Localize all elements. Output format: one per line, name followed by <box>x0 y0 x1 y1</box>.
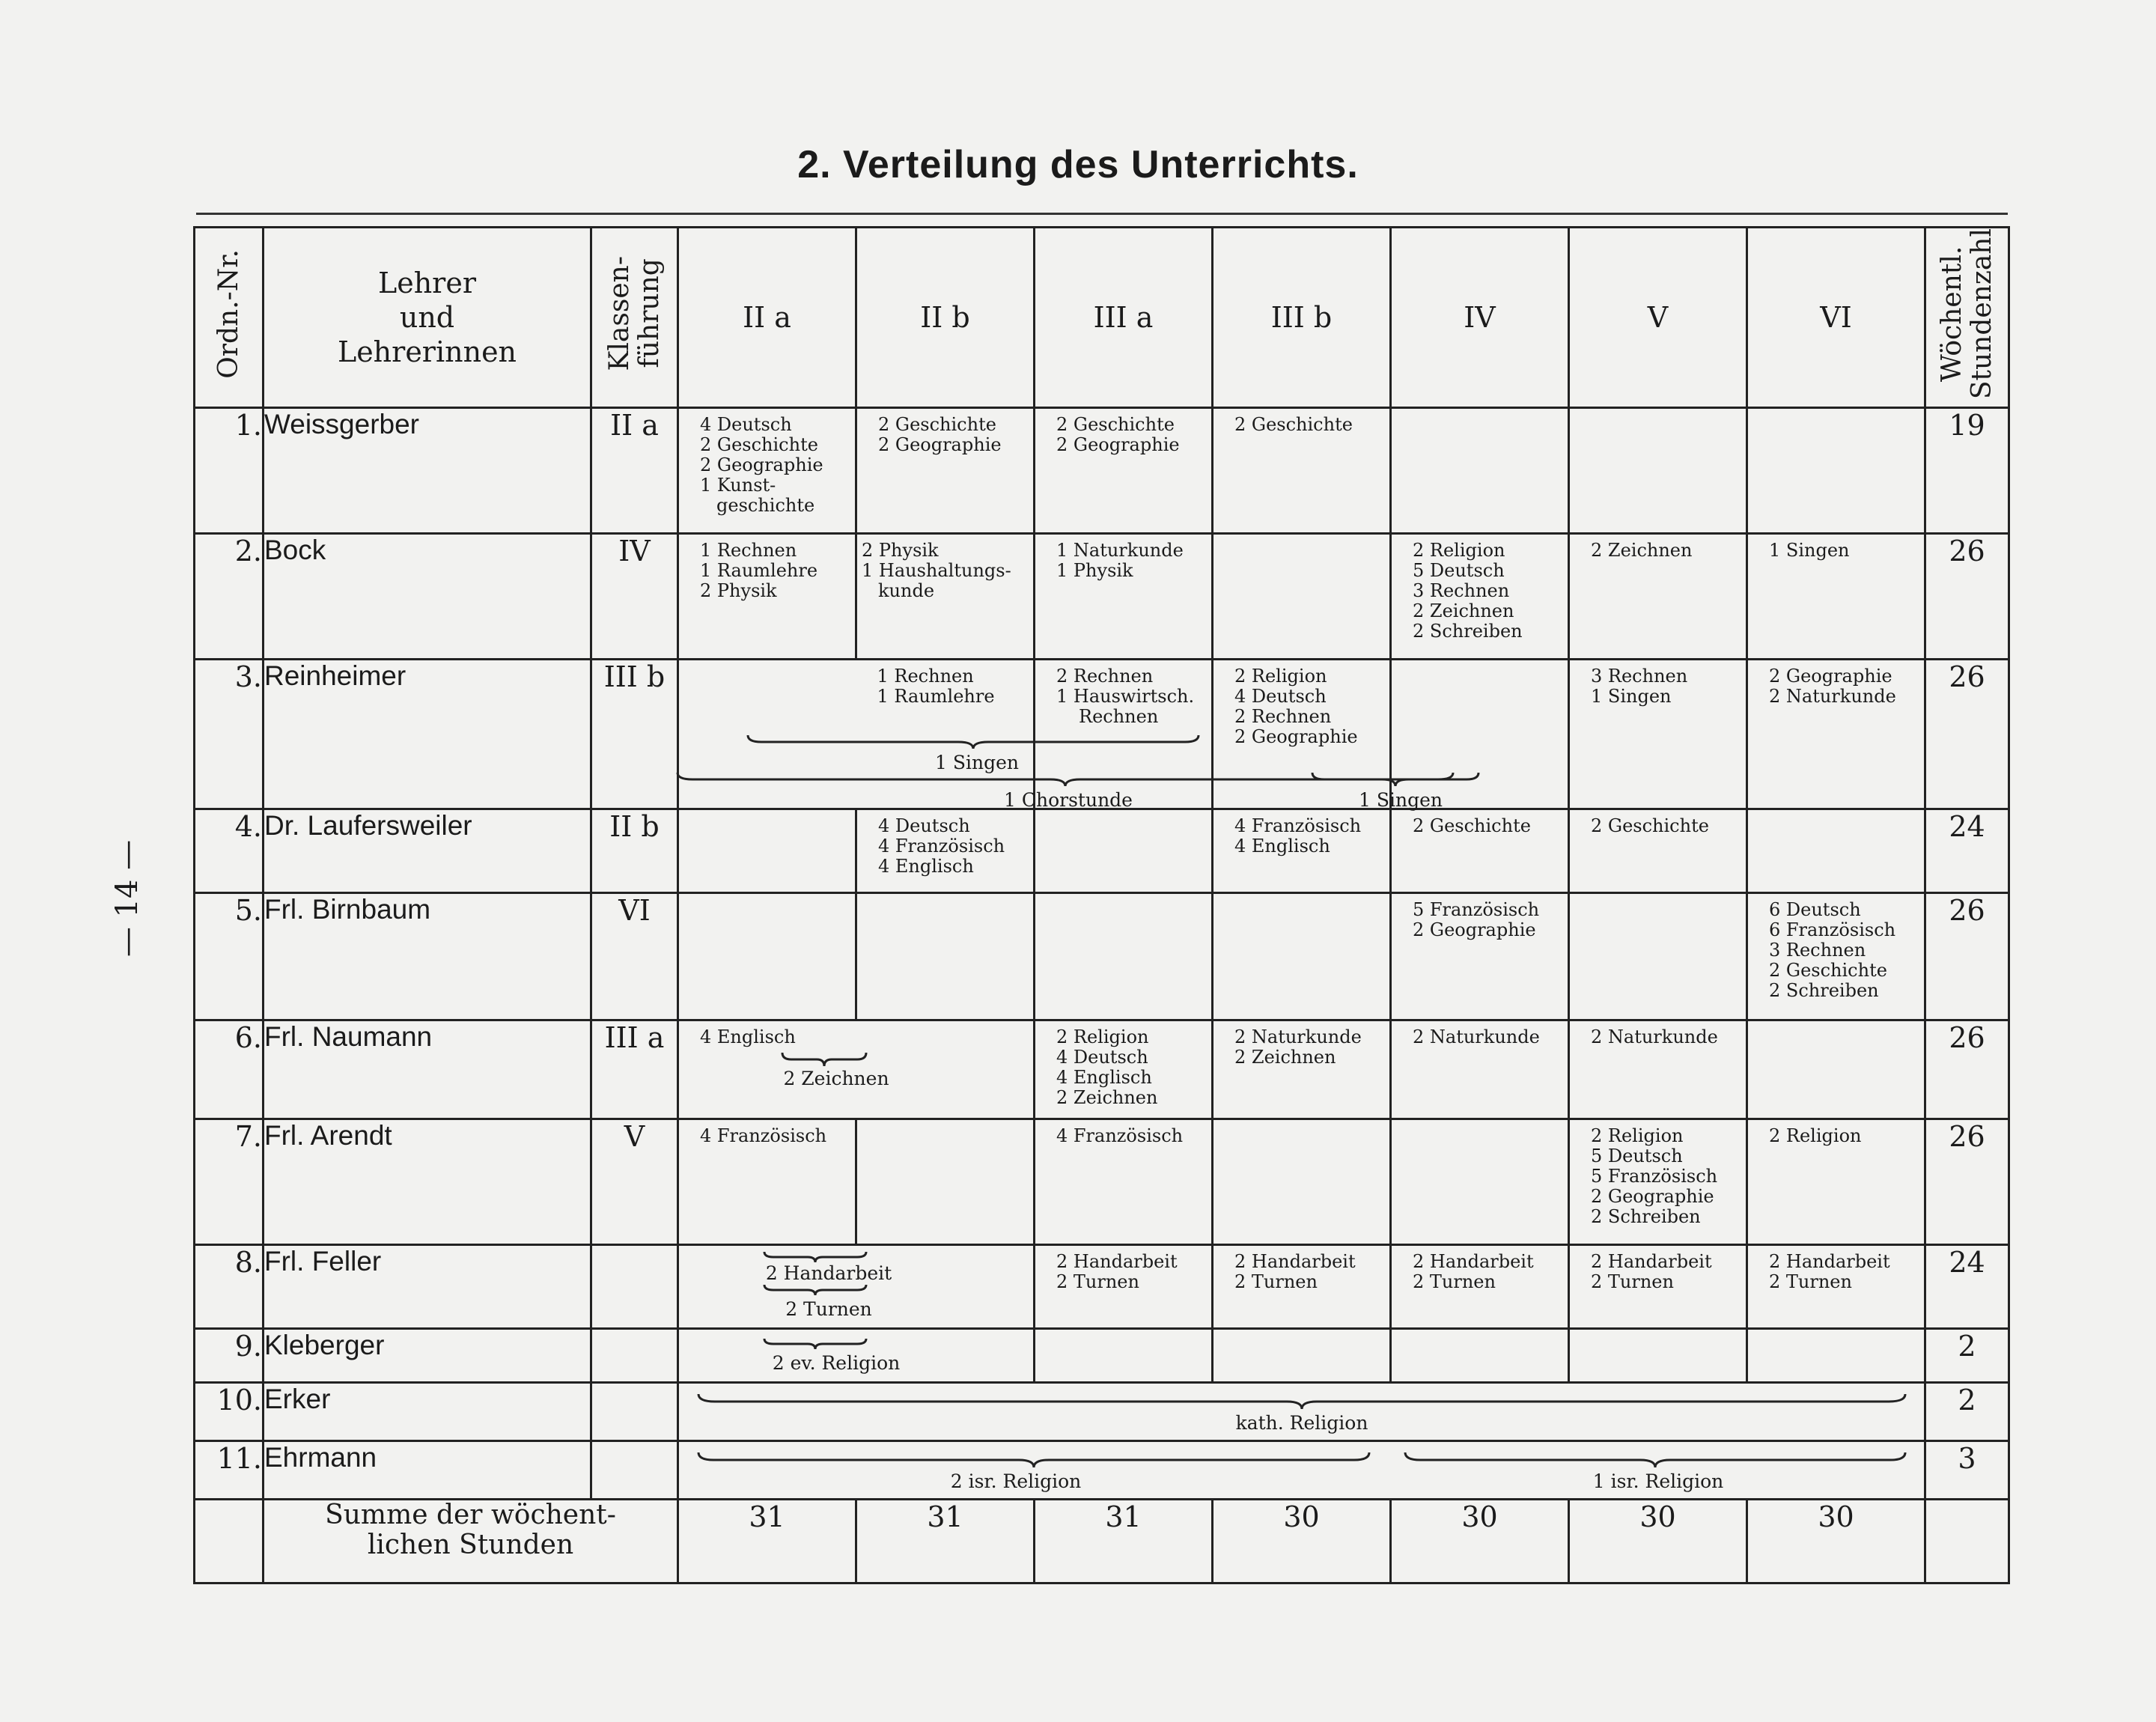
cell-IV: 2 Handarbeit 2 Turnen <box>1391 1245 1569 1329</box>
brace-kath-religion <box>697 1393 1907 1411</box>
cell-IIb <box>856 1245 1035 1329</box>
brace-label-kath-religion: kath. Religion <box>1235 1412 1368 1435</box>
teacher-name: Frl. Arendt <box>264 1119 591 1245</box>
teacher-name: Frl. Feller <box>264 1245 591 1329</box>
cell-IIIb <box>1213 1329 1391 1383</box>
sum-label: Summe der wöchent- lichen Stunden <box>264 1500 678 1583</box>
cell-IV: 5 Französisch 2 Geographie <box>1391 893 1569 1020</box>
teacher-name: Kleberger <box>264 1329 591 1383</box>
class-lead: VI <box>591 893 678 1020</box>
sum-row <box>195 1500 2009 1583</box>
cell-IIb <box>856 893 1035 1020</box>
brace-label-ev-religion: 2 ev. Religion <box>772 1352 901 1375</box>
class-lead: V <box>591 1119 678 1245</box>
cell-IV <box>1391 408 1569 534</box>
cell-VI: 2 Geographie 2 Naturkunde <box>1747 660 1925 809</box>
cell-IV: 2 Geschichte <box>1391 809 1569 893</box>
brace-ev-religion <box>763 1337 868 1351</box>
cell-IIIa <box>1035 893 1213 1020</box>
teaching-distribution-table <box>193 226 2010 1584</box>
cell-IIIa <box>1035 809 1213 893</box>
weekly-total: 26 <box>1925 534 2009 660</box>
cell-VI: 2 Religion <box>1747 1119 1925 1245</box>
cell-IIIb: 2 Naturkunde 2 Zeichnen <box>1213 1020 1391 1119</box>
cell-VI <box>1747 1329 1925 1383</box>
header-class-IIIb: III b <box>1213 228 1391 408</box>
cell-V: 2 Geschichte <box>1569 809 1747 893</box>
sum-IIIb: 30 <box>1213 1500 1391 1583</box>
header-klassen: Klassen- führung <box>591 228 678 408</box>
class-lead: IV <box>591 534 678 660</box>
weekly-total: 24 <box>1925 1245 2009 1329</box>
cell-VI <box>1747 1020 1925 1119</box>
cell-IIIb: 2 Handarbeit 2 Turnen <box>1213 1245 1391 1329</box>
sum-V: 30 <box>1569 1500 1747 1583</box>
header-woech: Wöchentl. Stundenzahl <box>1925 228 2009 408</box>
table-row <box>195 809 2009 893</box>
cell-IIIa: 2 Religion 4 Deutsch 4 Englisch 2 Zeichnen <box>1035 1020 1213 1119</box>
cell-IIIa <box>1035 1329 1213 1383</box>
cell-IIa: 1 Rechnen 1 Raumlehre 2 Physik <box>678 534 856 660</box>
class-lead: III b <box>591 660 678 809</box>
cell-V <box>1569 1329 1747 1383</box>
header-lehrer: Lehrer und Lehrerinnen <box>264 228 591 408</box>
header-class-IIIa: III a <box>1035 228 1213 408</box>
teacher-name: Frl. Naumann <box>264 1020 591 1119</box>
cell-all-classes <box>678 1383 1925 1441</box>
row-number: 5. <box>195 893 264 1020</box>
class-lead <box>591 1383 678 1441</box>
class-lead: II b <box>591 809 678 893</box>
table-row <box>195 1441 2009 1500</box>
table-row <box>195 534 2009 660</box>
class-lead <box>591 1245 678 1329</box>
row-number: 4. <box>195 809 264 893</box>
cell-V <box>1569 408 1747 534</box>
header-class-IIb: II b <box>856 228 1035 408</box>
cell-V: 2 Zeichnen <box>1569 534 1747 660</box>
row-number: 9. <box>195 1329 264 1383</box>
cell-VI <box>1747 408 1925 534</box>
cell-IIb: 2 Physik 1 Haushaltungs- kunde <box>856 534 1035 660</box>
class-lead <box>591 1441 678 1500</box>
cell-IIa <box>678 1245 892 1329</box>
cell-V: 2 Naturkunde <box>1569 1020 1747 1119</box>
teacher-name: Ehrmann <box>264 1441 591 1500</box>
header-ordn: Ordn.-Nr. <box>195 228 264 408</box>
table-row <box>195 1119 2009 1245</box>
class-lead: II a <box>591 408 678 534</box>
cell-IIa: 4 Englisch 2 Zeichnen <box>678 1020 856 1119</box>
page-title: 2. Verteilung des Unterrichts. <box>797 143 1359 186</box>
header-class-VI: VI <box>1747 228 1925 408</box>
page-number-text: — 14 — <box>110 839 145 958</box>
cell-IIb <box>856 1119 1035 1245</box>
top-rule <box>196 213 2008 215</box>
weekly-total: 2 <box>1925 1383 2009 1441</box>
cell-VI: 1 Singen <box>1747 534 1925 660</box>
table-row <box>195 893 2009 1020</box>
brace-isr-religion-a <box>697 1451 1371 1469</box>
weekly-total: 26 <box>1925 660 2009 809</box>
brace-turnen <box>763 1283 868 1297</box>
cell-V: 2 Religion 5 Deutsch 5 Französisch 2 Geographie 2 Schreiben <box>1569 1119 1747 1245</box>
table-row <box>195 1245 2009 1329</box>
sum-IIb: 31 <box>856 1500 1035 1583</box>
brace-zeichnen <box>781 1051 868 1068</box>
page-number <box>97 779 157 1018</box>
cell-VI <box>1747 809 1925 893</box>
cell-IIa: 4 Deutsch 2 Geschichte 2 Geographie 1 Kunst- geschichte <box>678 408 856 534</box>
cell-IV: 2 Naturkunde <box>1391 1020 1569 1119</box>
header-row <box>195 228 2009 408</box>
weekly-total: 26 <box>1925 1119 2009 1245</box>
weekly-total: 3 <box>1925 1441 2009 1500</box>
cell-VI: 2 Handarbeit 2 Turnen <box>1747 1245 1925 1329</box>
cell-IIIa: 2 Geschichte 2 Geographie <box>1035 408 1213 534</box>
cell-V: 3 Rechnen 1 Singen <box>1569 660 1747 809</box>
row-number: 11. <box>195 1441 264 1500</box>
brace-label-chorstunde: 1 Chorstunde <box>1004 789 1133 812</box>
row-number: 7. <box>195 1119 264 1245</box>
cell-V: 2 Handarbeit 2 Turnen <box>1569 1245 1747 1329</box>
brace-label-isr-religion-b: 1 isr. Religion <box>1592 1470 1724 1493</box>
cell-IIb: 2 Geschichte 2 Geographie <box>856 408 1035 534</box>
cell-IIIa: 2 Rechnen 1 Hauswirtsch. Rechnen <box>1035 660 1213 809</box>
cell-IV <box>1391 660 1569 809</box>
cell-IIIb: 2 Geschichte <box>1213 408 1391 534</box>
weekly-total: 26 <box>1925 1020 2009 1119</box>
teacher-name: Frl. Birnbaum <box>264 893 591 1020</box>
cell-IIIb: 4 Französisch 4 Englisch <box>1213 809 1391 893</box>
cell-IV <box>1391 1119 1569 1245</box>
row-number: 6. <box>195 1020 264 1119</box>
brace-label-turnen: 2 Turnen <box>785 1298 872 1321</box>
header-class-IV: IV <box>1391 228 1569 408</box>
cell-IIIb <box>1213 893 1391 1020</box>
brace-label-handarbeit: 2 Handarbeit <box>765 1262 892 1285</box>
cell-all-classes <box>678 1441 1925 1500</box>
cell-IIIb: 2 Religion 4 Deutsch 2 Rechnen 2 Geographie 1 Singen <box>1213 660 1391 809</box>
cell-IIIb <box>1213 1119 1391 1245</box>
table-row <box>195 660 2009 809</box>
row-number: 2. <box>195 534 264 660</box>
cell-IIIb <box>1213 534 1391 660</box>
cell-IIb <box>856 1020 1035 1119</box>
sum-empty <box>195 1500 264 1583</box>
weekly-total: 26 <box>1925 893 2009 1020</box>
row-number: 3. <box>195 660 264 809</box>
teacher-name: Dr. Laufersweiler <box>264 809 591 893</box>
header-class-IIa: II a <box>678 228 856 408</box>
cell-IIa <box>678 809 856 893</box>
cell-IIIa: 1 Naturkunde 1 Physik <box>1035 534 1213 660</box>
row-number: 1. <box>195 408 264 534</box>
cell-IIb: 4 Deutsch 4 Französisch 4 Englisch <box>856 809 1035 893</box>
sum-IIa: 31 <box>678 1500 856 1583</box>
cell-IIa <box>678 893 856 1020</box>
brace-label-singen-b: 1 Singen <box>1359 789 1443 812</box>
cell-IIa <box>678 1329 901 1383</box>
brace-isr-religion-b <box>1404 1451 1907 1469</box>
sum-total-empty <box>1925 1500 2009 1583</box>
teacher-name: Reinheimer <box>264 660 591 809</box>
table-row <box>195 1020 2009 1119</box>
cell-IV: 2 Religion 5 Deutsch 3 Rechnen 2 Zeichnen 2 Schreiben <box>1391 534 1569 660</box>
cell-IIIa: 4 Französisch <box>1035 1119 1213 1245</box>
teacher-name: Erker <box>264 1383 591 1441</box>
cell-IIb: 1 Rechnen 1 Raumlehre <box>856 660 1035 809</box>
weekly-total: 24 <box>1925 809 2009 893</box>
sum-IIIa: 31 <box>1035 1500 1213 1583</box>
brace-label-isr-religion-a: 2 isr. Religion <box>950 1470 1082 1493</box>
cell-IIIa: 2 Handarbeit 2 Turnen <box>1035 1245 1213 1329</box>
teacher-name: Bock <box>264 534 591 660</box>
brace-label-singen-a: 1 Singen <box>935 752 1019 774</box>
sum-IV: 30 <box>1391 1500 1569 1583</box>
sum-VI: 30 <box>1747 1500 1925 1583</box>
class-lead <box>591 1329 678 1383</box>
table-row <box>195 1383 2009 1441</box>
row-number: 8. <box>195 1245 264 1329</box>
row-number: 10. <box>195 1383 264 1441</box>
brace-label-zeichnen: 2 Zeichnen <box>783 1068 889 1090</box>
class-lead: III a <box>591 1020 678 1119</box>
weekly-total: 2 <box>1925 1329 2009 1383</box>
weekly-total: 19 <box>1925 408 2009 534</box>
cell-IIa: 4 Französisch <box>678 1119 856 1245</box>
teacher-name: Weissgerber <box>264 408 591 534</box>
header-class-V: V <box>1569 228 1747 408</box>
cell-IV <box>1391 1329 1569 1383</box>
table-row <box>195 408 2009 534</box>
table-row <box>195 1329 2009 1383</box>
cell-VI: 6 Deutsch 6 Französisch 3 Rechnen 2 Geschichte 2 Schreiben <box>1747 893 1925 1020</box>
cell-IIb <box>856 1329 1035 1383</box>
cell-V <box>1569 893 1747 1020</box>
